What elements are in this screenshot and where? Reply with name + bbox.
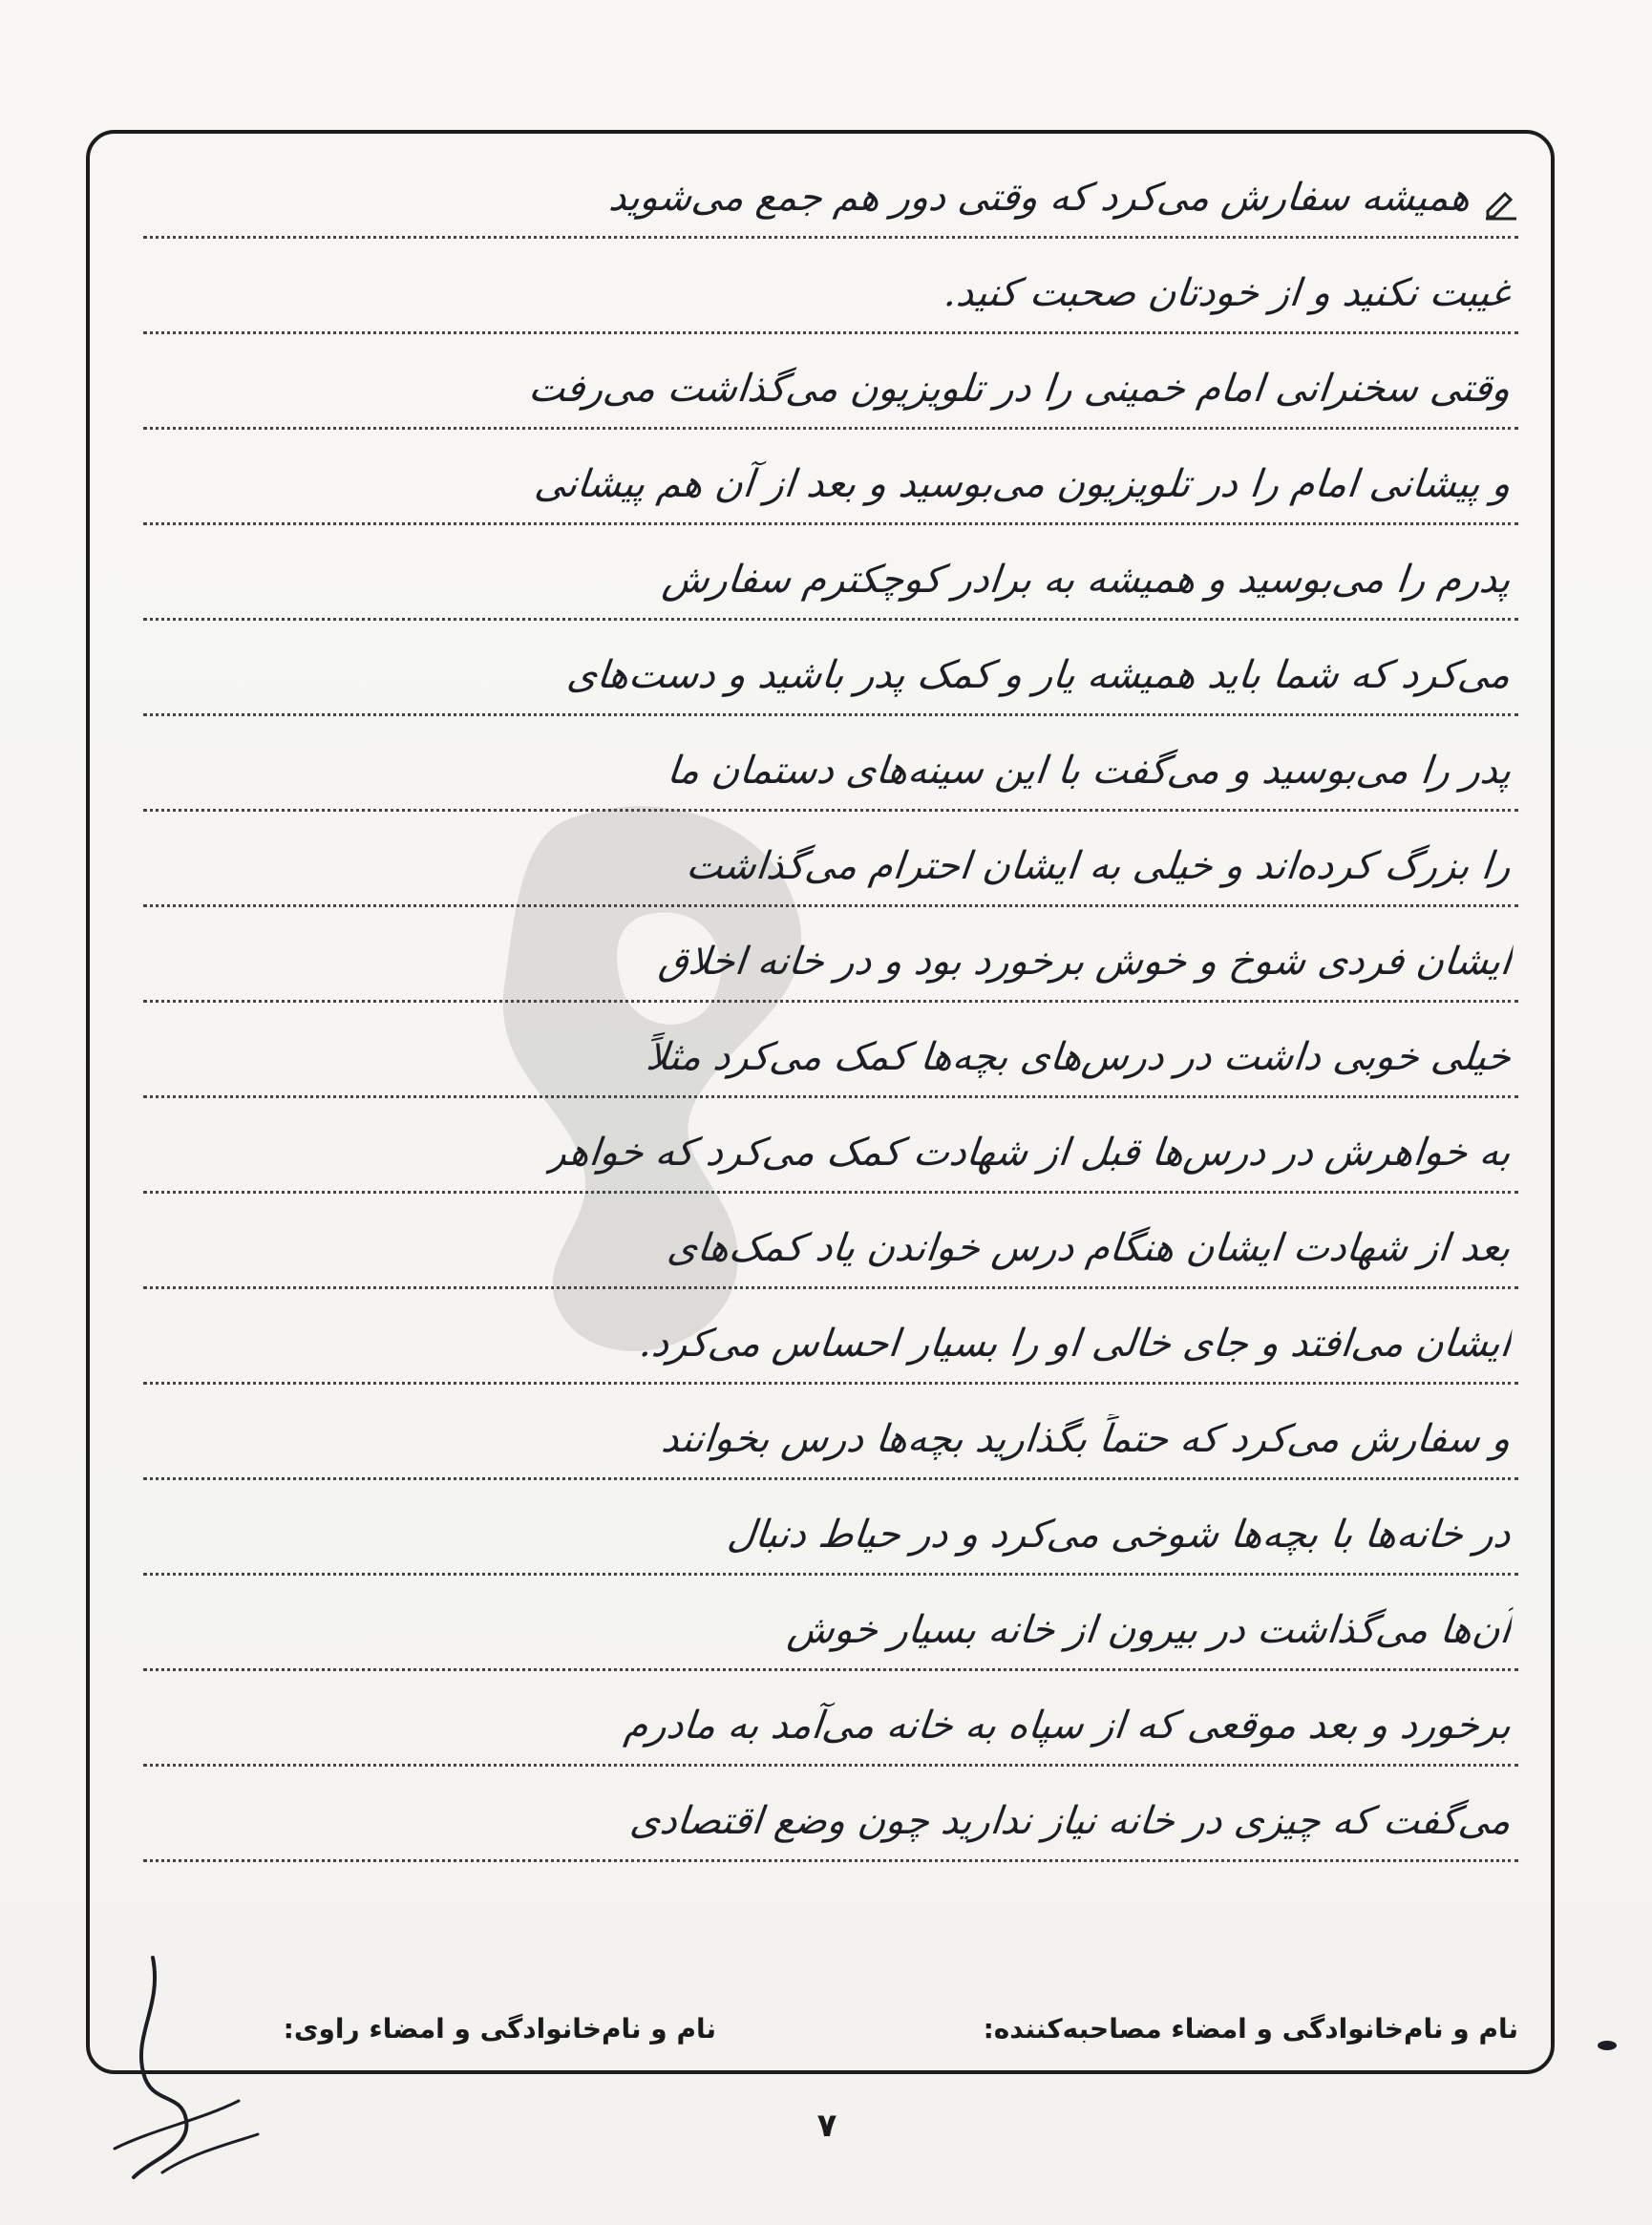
- handwritten-line: بعد از شهادت ایشان هنگام درس خواندن یاد کمک‌های: [666, 1226, 1514, 1270]
- handwritten-line: را بزرگ کرده‌اند و خیلی به ایشان احترام می‌گذاشت: [684, 844, 1514, 888]
- handwritten-line: در خانه‌ها با بچه‌ها شوخی می‌کرد و در حیاط دنبال: [725, 1513, 1514, 1557]
- ruled-line: [143, 1003, 1518, 1098]
- handwritten-line: به خواهرش در درس‌ها قبل از شهادت کمک می‌کرد که خواهر: [545, 1131, 1514, 1175]
- handwritten-line: ایشان می‌افتد و جای خالی او را بسیار احساس می‌کرد.: [637, 1322, 1514, 1366]
- narrator-signature-label: نام و نام‌خانوادگی و امضاء راوی:: [283, 2013, 716, 2045]
- handwritten-line: و سفارش می‌کرد که حتماً بگذارید بچه‌ها درس بخوانند: [659, 1417, 1514, 1461]
- ruled-line: [143, 430, 1518, 525]
- handwritten-line: غیبت نکنید و از خودتان صحبت کنید.: [942, 271, 1514, 315]
- ruled-line: [143, 1576, 1518, 1671]
- ruled-line: [143, 716, 1518, 812]
- handwritten-line: خیلی خوبی داشت در درس‌های بچه‌ها کمک می‌کرد مثلاً: [644, 1035, 1514, 1079]
- ruled-line: [143, 1671, 1518, 1767]
- ruled-lines-area: [143, 143, 1518, 1958]
- ruled-line: [143, 907, 1518, 1003]
- ruled-line: [143, 621, 1518, 716]
- ruled-line: [143, 143, 1518, 239]
- ruled-line: [143, 525, 1518, 621]
- interviewer-signature-label: نام و نام‌خانوادگی و امضاء مصاحبه‌کننده:: [983, 2013, 1518, 2045]
- ruled-line: [143, 1098, 1518, 1194]
- handwritten-line: برخورد و بعد موقعی که از سپاه به خانه می‌آمد به مادرم: [622, 1704, 1514, 1748]
- signature-labels: [143, 2013, 1518, 2061]
- ruled-line: [143, 1480, 1518, 1576]
- handwritten-line: وقتی سخنرانی امام خمینی را در تلویزیون می‌گذاشت می‌رفت: [526, 367, 1514, 411]
- handwritten-line: همیشه سفارش می‌کرد که وقتی دور هم جمع می‌شوید: [606, 176, 1473, 220]
- ruled-line: [143, 1385, 1518, 1480]
- pen-writing-icon: [1484, 186, 1518, 221]
- handwritten-signature: [95, 1948, 286, 2196]
- handwritten-line: می‌کرد که شما باید همیشه یار و کمک پدر باشید و دست‌های: [565, 653, 1514, 697]
- page-number: ۷: [816, 2107, 837, 2145]
- handwritten-line: پدر را می‌بوسید و می‌گفت با این سینه‌های دستمان ما: [665, 749, 1514, 793]
- ruled-line: [143, 239, 1518, 334]
- ruled-line: [143, 1194, 1518, 1289]
- ruled-line: [143, 1767, 1518, 1862]
- handwritten-line: پدرم را می‌بوسید و همیشه به برادر کوچکترم سفارش: [660, 558, 1514, 602]
- ruled-line: [143, 812, 1518, 907]
- ruled-line: [143, 1289, 1518, 1385]
- ruled-line: [143, 334, 1518, 430]
- handwritten-line: ایشان فردی شوخ و خوش برخورد بود و در خانه اخلاق: [656, 940, 1514, 984]
- handwritten-line: آن‌ها می‌گذاشت در بیرون از خانه بسیار خوش: [785, 1608, 1514, 1652]
- margin-mark: [1597, 2040, 1618, 2051]
- handwritten-line: و پیشانی امام را در تلویزیون می‌بوسید و بعد از آن هم پیشانی: [532, 462, 1514, 506]
- handwritten-line: می‌گفت که چیزی در خانه نیاز ندارید چون وضع اقتصادی: [627, 1799, 1514, 1843]
